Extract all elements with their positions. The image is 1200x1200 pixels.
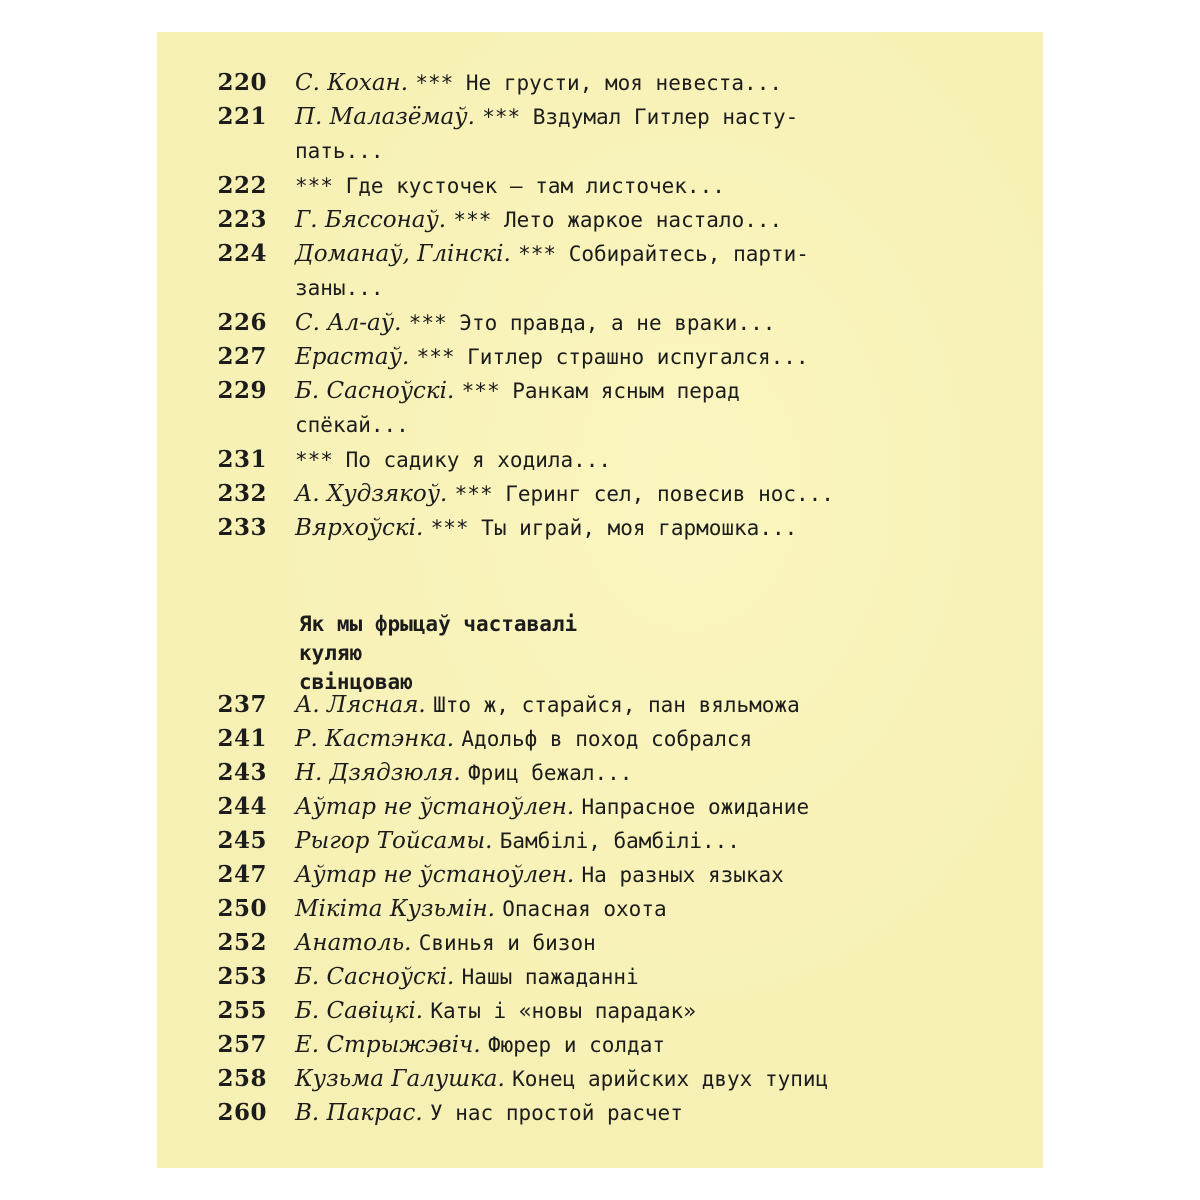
page-number: 258 (217, 1065, 267, 1092)
entry-text (295, 960, 639, 994)
page-number: 243 (217, 759, 267, 786)
entry-text (295, 790, 809, 824)
section-heading-line: куляю (299, 641, 363, 665)
entry-title: *** Вздумал Гитлер насту- (482, 105, 799, 129)
contents-entry (157, 790, 1043, 824)
page-number: 253 (217, 963, 267, 990)
page-number: 221 (217, 103, 267, 130)
contents-entry (157, 756, 1043, 790)
page-number: 255 (217, 997, 267, 1024)
contents-entry (157, 960, 1043, 994)
contents-entry (157, 203, 1043, 237)
entry-title: У нас простой расчет (429, 1101, 683, 1125)
entry-text (295, 237, 809, 271)
entry-text (295, 756, 632, 790)
entry-title: *** Гитлер страшно испугался... (416, 345, 809, 369)
page-number: 223 (217, 206, 267, 233)
entry-text (295, 100, 798, 134)
contents-entry (157, 340, 1043, 374)
contents-entry (157, 511, 1043, 545)
contents-entry (157, 858, 1043, 892)
entry-author: А. Худзякоў. (295, 481, 448, 507)
entry-title: Фюрер и солдат (487, 1033, 665, 1057)
entry-author: Аўтар не ўстаноўлен. (295, 862, 575, 888)
page-number: 260 (217, 1099, 267, 1126)
page-number: 250 (217, 895, 267, 922)
entry-author: Вярхоўскі. (295, 515, 424, 541)
entry-title: *** Геринг сел, повесив нос... (454, 482, 834, 506)
page-number: 244 (217, 793, 267, 820)
entry-title-continuation: пать... (295, 139, 384, 163)
entry-text (295, 169, 725, 203)
entry-author: Анатоль. (295, 930, 412, 956)
entry-title: *** Собирайтесь, парти- (518, 242, 809, 266)
entry-title: Опасная охота (502, 897, 667, 921)
entry-text (295, 722, 752, 756)
entry-title: *** Где кусточек — там листочек... (295, 174, 725, 198)
entry-text (295, 66, 782, 100)
entry-title: Нашы пажаданні (461, 965, 639, 989)
contents-entry (157, 1096, 1043, 1130)
page-number: 237 (217, 691, 267, 718)
page-number: 247 (217, 861, 267, 888)
entry-title-continuation: заны... (295, 276, 384, 300)
entry-text (295, 443, 611, 477)
entry-title: *** Ранкам ясным перад (461, 379, 740, 403)
entry-author: В. Пакрас. (295, 1100, 423, 1126)
entry-author: Р. Кастэнка. (295, 726, 455, 752)
page-number: 252 (217, 929, 267, 956)
entry-title: Свинья и бизон (418, 931, 596, 955)
entry-text (295, 477, 834, 511)
entry-text (295, 340, 809, 374)
entry-title: Што ж, старайся, пан вяльможа (433, 693, 800, 717)
entry-author: Рыгор Тойсамы. (295, 828, 493, 854)
page-number: 245 (217, 827, 267, 854)
entry-author: Г. Бяссонаў. (295, 207, 447, 233)
contents-entry (157, 1028, 1043, 1062)
entry-title-continuation: спёкай... (295, 413, 409, 437)
entry-author: Е. Стрыжэвіч. (295, 1032, 481, 1058)
page-number: 224 (217, 240, 267, 267)
contents-entry (157, 722, 1043, 756)
entry-text (295, 824, 740, 858)
page-number: 227 (217, 343, 267, 370)
page-number: 241 (217, 725, 267, 752)
entry-author: Аўтар не ўстаноўлен. (295, 794, 575, 820)
entry-author: Доманаў, Глінскі. (295, 241, 511, 267)
entry-author: А. Лясная. (295, 692, 426, 718)
page-number: 220 (217, 69, 267, 96)
entry-author: Ерастаў. (295, 344, 410, 370)
contents-entry (157, 994, 1043, 1028)
contents-entry (157, 237, 1043, 300)
page-number: 226 (217, 309, 267, 336)
entry-text (295, 926, 596, 960)
contents-entry (157, 169, 1043, 203)
contents-entry (157, 688, 1043, 722)
entry-text (295, 374, 740, 408)
entry-title: Напрасное ожидание (581, 795, 810, 819)
contents-entry (157, 477, 1043, 511)
entry-title: Бамбілі, бамбілі... (499, 829, 740, 853)
entry-title: На разных языках (581, 863, 784, 887)
entry-title: Каты і «новы парадак» (430, 999, 696, 1023)
contents-entry (157, 66, 1043, 100)
entry-title: *** По садику я ходила... (295, 448, 612, 472)
contents-entry (157, 443, 1043, 477)
entry-author: Б. Сасноўскі. (295, 378, 455, 404)
page-number: 257 (217, 1031, 267, 1058)
page-number: 232 (217, 480, 267, 507)
book-page (157, 32, 1043, 1168)
entry-text (295, 1096, 683, 1130)
section-heading-line: Як мы фрыцаў частавалі (299, 612, 578, 636)
section-heading (299, 610, 577, 697)
entry-title: *** Лето жаркое настало... (453, 208, 783, 232)
contents-entry (157, 926, 1043, 960)
contents-entry (157, 374, 1043, 437)
entry-text (295, 1062, 828, 1096)
entry-text (295, 203, 782, 237)
contents-entry (157, 892, 1043, 926)
entry-author: П. Малазёмаў. (295, 104, 475, 130)
entry-title: Фриц бежал... (468, 761, 633, 785)
page-number: 231 (217, 446, 267, 473)
entry-author: Б. Сасноўскі. (295, 964, 455, 990)
entry-title: *** Это правда, а не враки... (408, 311, 776, 335)
entry-author: С. Ал-аў. (295, 310, 402, 336)
entry-author: Мікіта Кузьмін. (295, 896, 495, 922)
entry-title: *** Ты играй, моя гармошка... (430, 516, 798, 540)
entry-text (295, 892, 667, 926)
entry-author: Б. Савіцкі. (295, 998, 424, 1024)
entry-text (295, 1028, 665, 1062)
entry-title: Конец арийских двух тупиц (512, 1067, 829, 1091)
entry-text (295, 994, 696, 1028)
entry-author: С. Кохан. (295, 70, 409, 96)
entry-text (295, 306, 775, 340)
entry-author: Н. Дзядзюля. (295, 760, 461, 786)
page-number: 222 (217, 172, 267, 199)
entry-title: Адольф в поход собрался (461, 727, 753, 751)
contents-entry (157, 1062, 1043, 1096)
page-number: 233 (217, 514, 267, 541)
contents-entry (157, 824, 1043, 858)
entry-text (295, 858, 784, 892)
entry-text (295, 511, 797, 545)
section-heading-line: свінцоваю (299, 670, 413, 694)
contents-entry (157, 100, 1043, 163)
entry-author: Кузьма Галушка. (295, 1066, 505, 1092)
contents-entry (157, 306, 1043, 340)
entry-title: *** Не грусти, моя невеста... (415, 71, 782, 95)
page-number: 229 (217, 377, 267, 404)
